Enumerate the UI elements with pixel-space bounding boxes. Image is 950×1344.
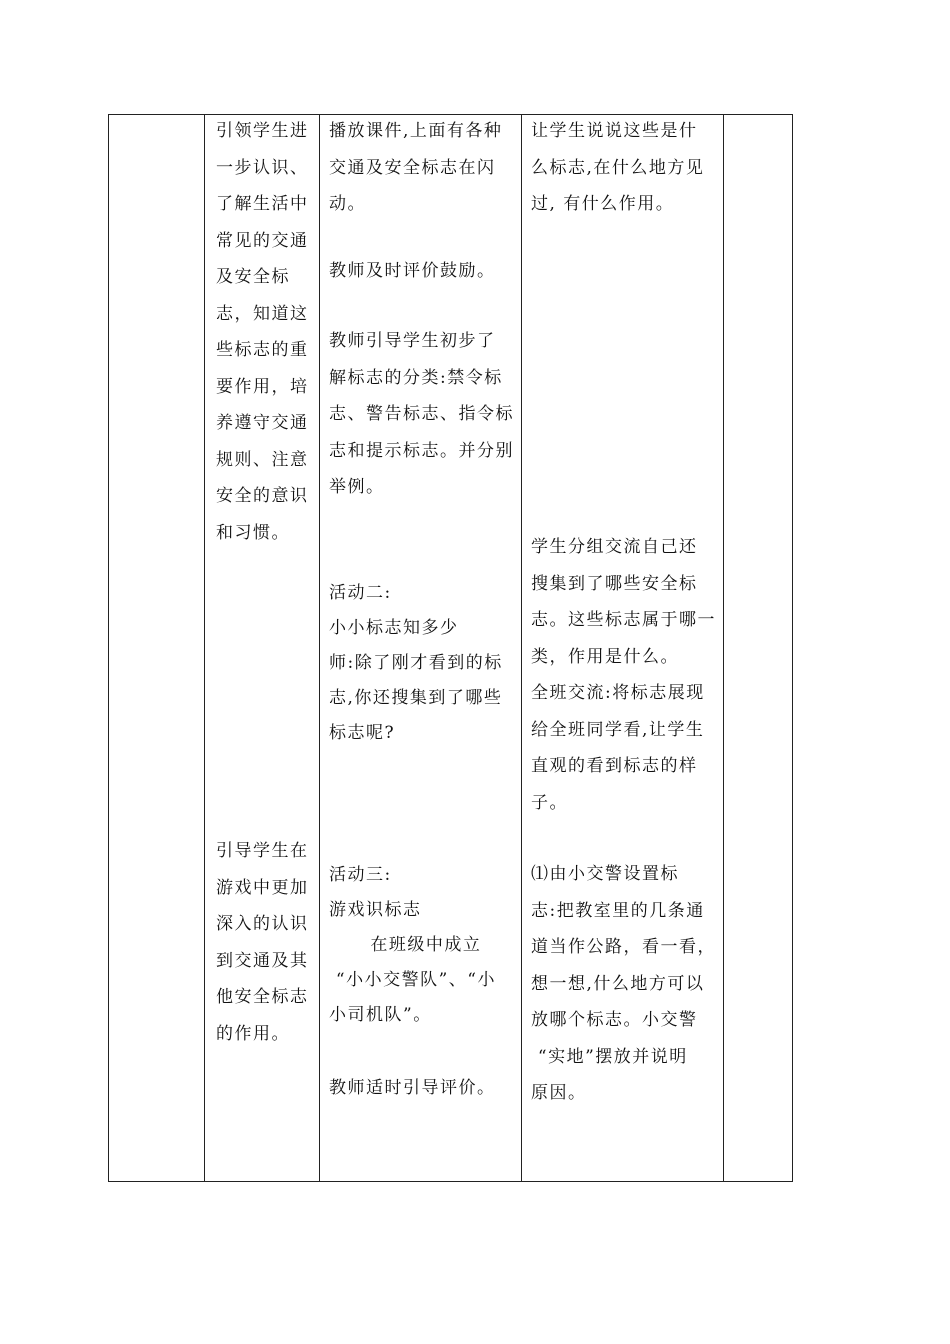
- text-line: 解标志的分类:禁令标: [329, 367, 503, 388]
- teacher-block-6: [329, 1070, 519, 1107]
- text-line: 播放课件,上面有各种: [329, 121, 503, 141]
- text-line: 些标志的重: [216, 340, 309, 360]
- text-line: ⑴由小交警设置标: [531, 864, 679, 884]
- column-divider: [204, 115, 205, 1181]
- text-line: 志，知道这: [216, 303, 309, 324]
- text-line: 全班交流:将标志展现: [531, 683, 705, 703]
- teacher-block-1: [329, 113, 519, 223]
- text-line: 规则、注意: [216, 449, 309, 470]
- text-line: 常见的交通: [216, 230, 309, 251]
- text-line: “小小交警队”、“小: [329, 970, 496, 990]
- text-line: 学生分组交流自己还: [531, 537, 698, 557]
- text-line: 放哪个标志。小交警: [531, 1010, 698, 1030]
- text-line: 搜集到了哪些安全标: [531, 573, 698, 594]
- text-line: 养遵守交通: [216, 413, 309, 433]
- text-line: 了解生活中: [216, 194, 309, 214]
- text-line: 师:除了刚才看到的标: [329, 653, 503, 673]
- text-line: 志。这些标志属于哪一: [531, 610, 716, 630]
- text-line: 引领学生进: [216, 121, 309, 141]
- text-line: 志、警告标志、指令标: [329, 404, 514, 424]
- text-line: 一步认识、: [216, 157, 309, 178]
- text-line: 的作用。: [216, 1023, 290, 1044]
- text-line: 引导学生在: [216, 841, 309, 861]
- text-line: 及安全标: [216, 267, 290, 287]
- text-line: 举例。: [329, 477, 385, 497]
- teacher-block-2: [329, 253, 519, 290]
- text-line: “实地”摆放并说明: [531, 1046, 688, 1067]
- text-line: 志,你还搜集到了哪些: [329, 688, 503, 708]
- text-line: 动。: [329, 194, 366, 214]
- text-line: 教师及时评价鼓励。: [329, 261, 496, 281]
- column-divider: [521, 115, 522, 1181]
- text-line: 么标志,在什么地方见: [531, 157, 705, 178]
- text-line: 交通及安全标志在闪: [329, 157, 496, 178]
- text-line: 在班级中成立: [329, 935, 482, 955]
- text-line: 活动二:: [329, 583, 392, 603]
- text-line: 标志呢?: [329, 723, 396, 743]
- text-line: 他安全标志: [216, 987, 309, 1007]
- text-line: 活动三:: [329, 865, 392, 885]
- text-line: 志和提示标志。并分别: [329, 440, 514, 461]
- text-line: 子。: [531, 792, 568, 813]
- text-line: 让学生说说这些是什: [531, 121, 698, 141]
- text-line: 小小标志知多少: [329, 618, 459, 638]
- text-line: 教师适时引导评价。: [329, 1078, 496, 1098]
- activity-two: [329, 576, 519, 751]
- text-line: 类，作用是什么。: [531, 646, 679, 667]
- text-line: 游戏识标志: [329, 900, 422, 920]
- text-line: 和习惯。: [216, 522, 290, 543]
- column-divider: [723, 115, 724, 1181]
- text-line: 安全的意识: [216, 486, 309, 506]
- activity-three: [329, 858, 519, 1033]
- text-line: 游戏中更加: [216, 877, 309, 898]
- student-block-3: [531, 856, 721, 1112]
- student-block-2: [531, 529, 721, 821]
- text-line: 要作用，培: [216, 376, 309, 397]
- student-block-1: [531, 113, 721, 223]
- text-line: 志:把教室里的几条通: [531, 900, 705, 921]
- text-line: 小司机队”。: [329, 1005, 432, 1025]
- text-line: 过, 有什么作用。: [531, 194, 675, 214]
- text-line: 道当作公路，看一看，: [531, 937, 716, 957]
- text-line: 直观的看到标志的样: [531, 756, 698, 776]
- text-line: 教师引导学生初步了: [329, 331, 496, 351]
- text-line: 深入的认识: [216, 914, 309, 934]
- column-divider: [319, 115, 320, 1181]
- text-line: 想一想,什么地方可以: [531, 973, 705, 994]
- objective-block-2: [216, 833, 316, 1052]
- text-line: 原因。: [531, 1083, 587, 1103]
- text-line: 到交通及其: [216, 950, 309, 971]
- lesson-plan-table: [108, 114, 793, 1182]
- teacher-block-3: [329, 323, 519, 506]
- objective-block-1: [216, 113, 316, 551]
- text-line: 给全班同学看,让学生: [531, 719, 705, 740]
